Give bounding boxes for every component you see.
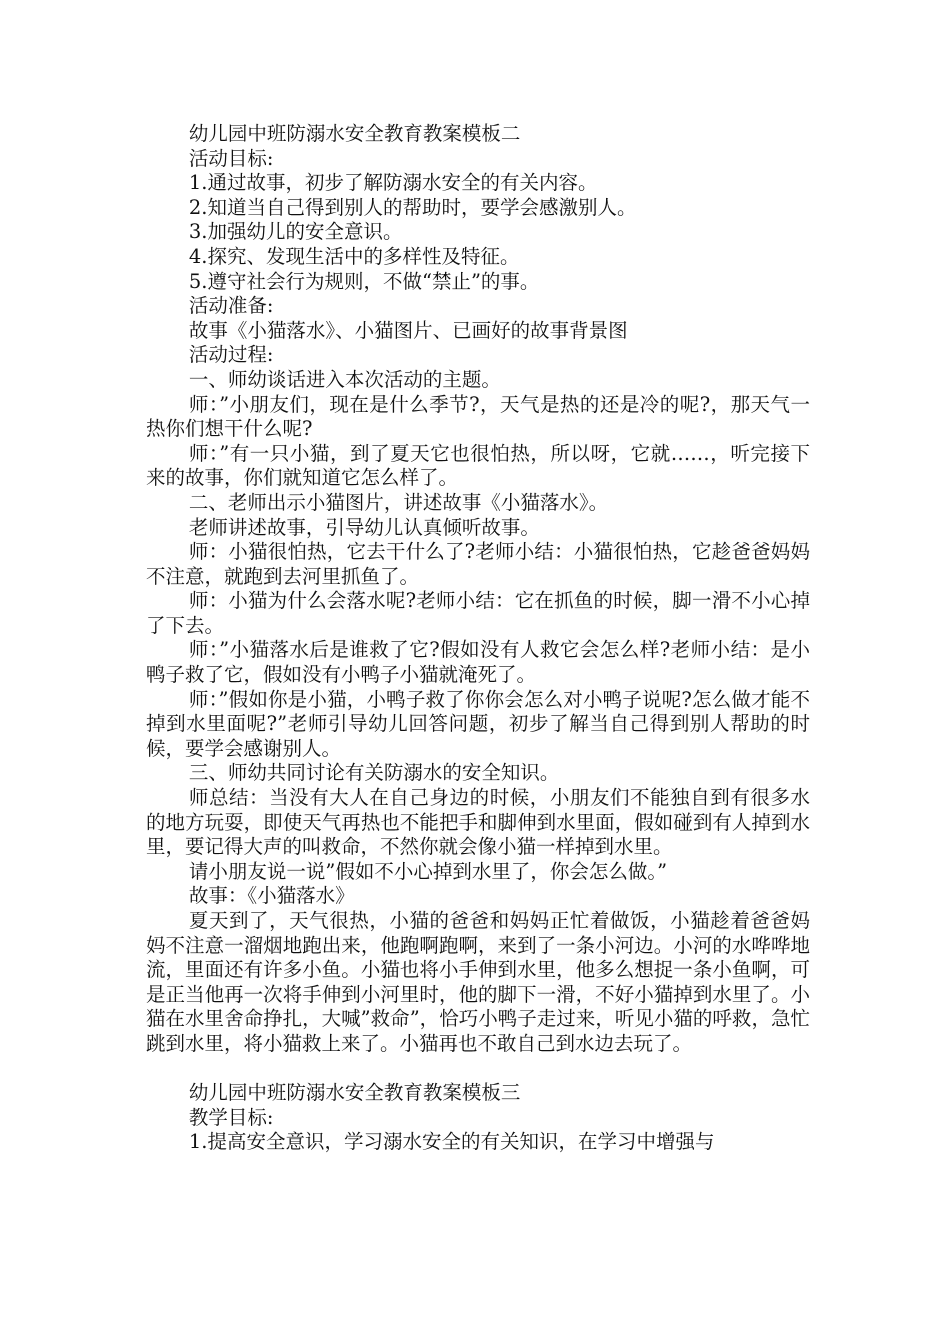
section-gap [146, 1057, 810, 1082]
process-paragraph: 师：”有一只小猫，到了夏天它也很怕热，所以呀，它就……，听完接下来的故事，你们就知道它怎么样了。 [146, 441, 810, 490]
goals-heading: 教学目标: [188, 1105, 274, 1129]
goal-item: 5.遵守社会行为规则，不做“禁止”的事。 [188, 269, 540, 293]
process-heading: 活动过程: [188, 343, 274, 367]
process-paragraph: 请小朋友说一说”假如不小心掉到水里了，你会怎么做。” [188, 859, 668, 883]
story-text: 夏天到了，天气很热，小猫的爸爸和妈妈正忙着做饭，小猫趁着爸爸妈妈不注意一溜烟地跑出来，他跑啊跑啊，来到了一条小河边。小河的水哗哗地流，里面还有许多小鱼。小猫也将小手伸到水里，他多么想捉一条小鱼啊，可是正当他再一次将手伸到小河里时，他的脚下一滑，不好小猫掉到水里了。小猫在水里舍命挣扎，大喊”救命”，恰巧小鸭子走过来，听见小猫的呼救，急忙跳到水里，将小猫救上来了。小猫再也不敢自己到水边去玩了。 [146, 909, 810, 1055]
story-title: 故事：《小猫落水》 [188, 884, 355, 908]
goal-item: 2.知道当自己得到别人的帮助时，要学会感激别人。 [188, 195, 637, 219]
section-title: 幼儿园中班防溺水安全教育教案模板三 [188, 1081, 521, 1105]
process-paragraph: 师：”假如你是小猫，小鸭子救了你你会怎么对小鸭子说呢?怎么做才能不掉到水里面呢?”老师引导幼儿回答问题，初步了解当自己得到别人帮助的时候，要学会感谢别人。 [146, 687, 810, 760]
process-paragraph: 师：”小猫落水后是谁救了它?假如没有人救它会怎么样?老师小结：是小鸭子救了它，假如没有小鸭子小猫就淹死了。 [146, 638, 810, 687]
process-paragraph: 二、老师出示小猫图片，讲述故事《小猫落水》。 [188, 490, 609, 514]
prep-text: 故事《小猫落水》、小猫图片、已画好的故事背景图 [188, 318, 628, 342]
process-paragraph: 一、师幼谈话进入本次活动的主题。 [188, 367, 501, 391]
process-paragraph: 三、师幼共同讨论有关防溺水的安全知识。 [188, 761, 560, 785]
process-paragraph: 师：”小朋友们，现在是什么季节?，天气是热的还是冷的呢?，那天气一热你们想干什么呢? [146, 392, 810, 441]
process-paragraph: 师总结：当没有大人在自己身边的时候，小朋友们不能独自到有很多水的地方玩耍，即使天气再热也不能把手和脚伸到水里面，假如碰到有人掉到水里，要记得大声的叫救命，不然你就会像小猫一样掉到水里。 [146, 786, 810, 859]
process-paragraph: 师：小猫很怕热，它去干什么了?老师小结：小猫很怕热，它趁爸爸妈妈不注意，就跑到去河里抓鱼了。 [146, 540, 810, 588]
prep-heading: 活动准备: [188, 294, 274, 318]
goal-item: 1.提高安全意识，学习溺水安全的有关知识，在学习中增强与 [188, 1130, 715, 1154]
goal-item: 1.通过故事，初步了解防溺水安全的有关内容。 [188, 171, 598, 195]
goal-item: 4.探究、发现生活中的多样性及特征。 [188, 244, 520, 268]
process-paragraph: 老师讲述故事，引导幼儿认真倾听故事。 [188, 515, 540, 539]
section-title: 幼儿园中班防溺水安全教育教案模板二 [188, 122, 521, 145]
goal-item: 3.加强幼儿的安全意识。 [188, 220, 403, 244]
document-body [146, 122, 810, 1155]
goals-heading: 活动目标: [188, 146, 274, 170]
process-paragraph: 师：小猫为什么会落水呢?老师小结：它在抓鱼的时候，脚一滑不小心掉了下去。 [146, 589, 810, 637]
